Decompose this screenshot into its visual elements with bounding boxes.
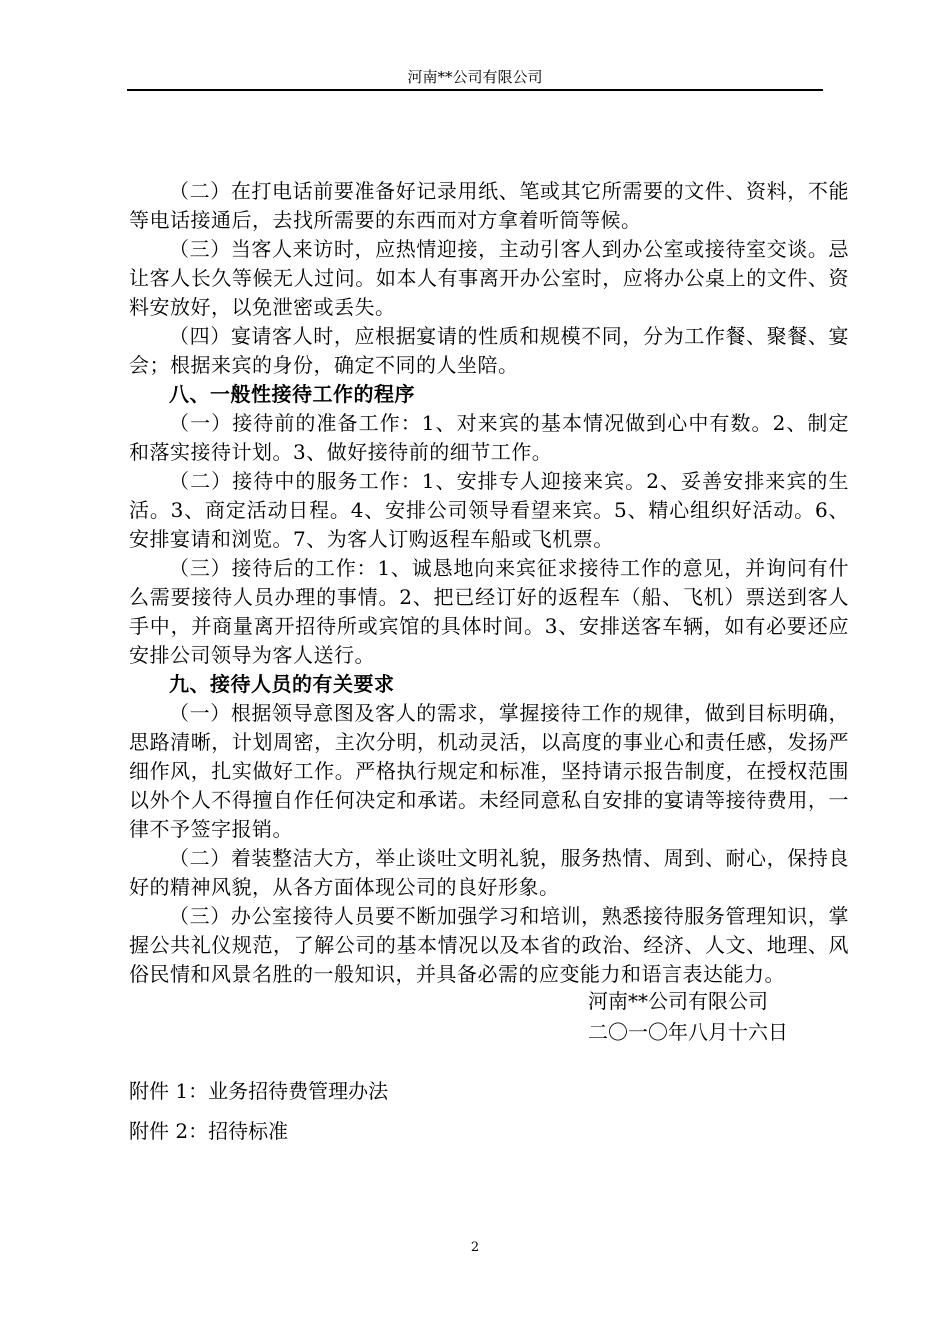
section-heading: 九、接待人员的有关要求	[169, 672, 395, 696]
paragraph: （一）根据领导意图及客人的需求，掌握接待工作的规律，做到目标明确，思路清晰，计划周密，主次分明，机动灵活，以高度的事业心和责任感，发扬严细作风，扎实做好工作。严格执行规定和标准，坚持请示报告制度，在授权范围以外个人不得擅自作任何决定和承诺。未经同意私自安排的宴请等接待费用，一律不予签字报销。	[129, 701, 849, 841]
document-body	[129, 177, 849, 989]
page-header: 河南**公司有限公司	[407, 68, 543, 86]
signature-block	[588, 986, 788, 1048]
paragraph: （四）宴请客人时，应根据宴请的性质和规模不同，分为工作餐、聚餐、宴会；根据来宾的身份，确定不同的人坐陪。	[129, 324, 849, 377]
page-number: 2	[470, 1240, 480, 1255]
attachment-item: 附件 2：招待标准	[129, 1119, 289, 1143]
paragraph: （二）在打电话前要准备好记录用纸、笔或其它所需要的文件、资料，不能等电话接通后，去找所需要的东西而对方拿着听筒等候。	[129, 179, 849, 232]
paragraph: （二）着装整洁大方，举止谈吐文明礼貌，服务热情、周到、耐心，保持良好的精神风貌，从各方面体现公司的良好形象。	[129, 846, 849, 899]
signature-date: 二〇一〇年八月十六日	[588, 1020, 788, 1044]
paragraph: （三）接待后的工作：1、诚恳地向来宾征求接待工作的意见，并询问有什么需要接待人员办理的事情。2、把已经订好的返程车（船、飞机）票送到客人手中，并商量离开招待所或宾馆的具体时间。3、安排送客车辆，如有必要还应安排公司领导为客人送行。	[129, 556, 849, 667]
signature-company: 河南**公司有限公司	[588, 989, 768, 1013]
paragraph: （三）办公室接待人员要不断加强学习和培训，熟悉接待服务管理知识，掌握公共礼仪规范，了解公司的基本情况以及本省的政治、经济、人文、地理、风俗民情和风景名胜的一般知识，并具备必需的应变能力和语言表达能力。	[129, 904, 849, 986]
section-heading: 八、一般性接待工作的程序	[169, 382, 415, 406]
paragraph: （一）接待前的准备工作：1、对来宾的基本情况做到心中有数。2、制定和落实接待计划。3、做好接待前的细节工作。	[129, 411, 849, 464]
paragraph: （三）当客人来访时，应热情迎接，主动引客人到办公室或接待室交谈。忌让客人长久等候无人过问。如本人有事离开办公室时，应将办公桌上的文件、资料安放好，以免泄密或丢失。	[129, 237, 849, 319]
paragraph: （二）接待中的服务工作：1、安排专人迎接来宾。2、妥善安排来宾的生活。3、商定活动日程。4、安排公司领导看望来宾。5、精心组织好活动。6、安排宴请和浏览。7、为客人订购返程车船或飞机票。	[129, 469, 849, 551]
header-divider	[127, 89, 823, 91]
attachment-item: 附件 1：业务招待费管理办法	[129, 1079, 389, 1103]
